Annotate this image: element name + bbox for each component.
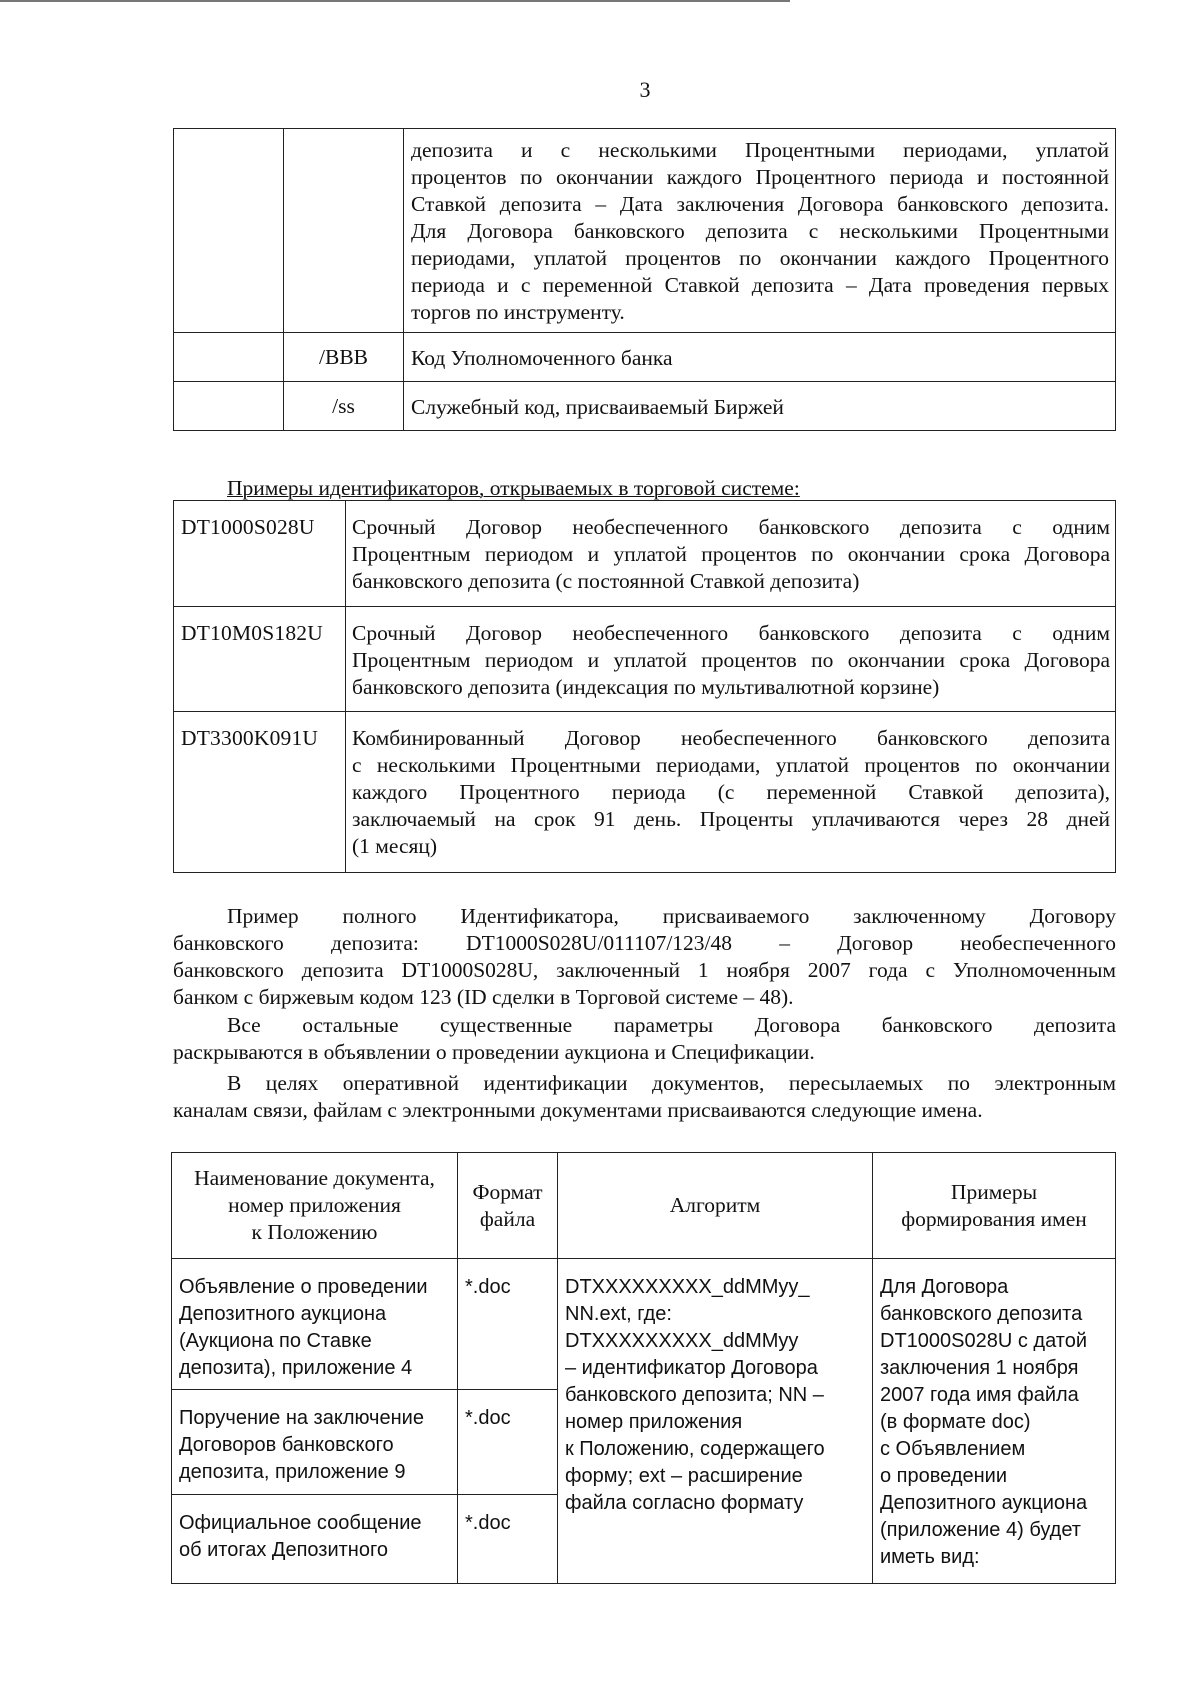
text-line: о проведении (880, 1465, 1008, 1487)
text-line: В целях оперативной идентификации документов, пересылаемых по электронным (227, 1071, 1116, 1095)
table-row (174, 607, 1116, 712)
text-line: банковского депозита (880, 1303, 1083, 1325)
table-header-row (172, 1153, 1116, 1259)
text-line: об итогах Депозитного (179, 1539, 388, 1561)
table-row (174, 333, 1116, 382)
table-row (174, 501, 1116, 607)
text-line: Депозитного аукциона (179, 1303, 387, 1325)
identifier-description (346, 501, 1116, 607)
text-line: (1 месяц) (352, 834, 438, 858)
text-line: с Объявлением (880, 1438, 1026, 1460)
text-line: банковского депозита (с постоянной Ставкой депозита) (352, 569, 860, 593)
page-number: 3 (639, 77, 651, 102)
table-cell (174, 333, 284, 382)
header-algorithm (558, 1153, 873, 1259)
text-line: Объявление о проведении (179, 1276, 428, 1298)
text-line: торгов по инструменту. (411, 300, 625, 324)
text-line: NN.ext, где: (565, 1303, 672, 1325)
examples-heading: Примеры идентификаторов, открываемых в торговой системе: (227, 476, 800, 500)
text-line: иметь вид: (880, 1546, 980, 1568)
code-cell: /BBB (284, 333, 404, 382)
text-line: DTXXXXXXXXX_ddMMyy_ (565, 1276, 810, 1298)
text-line: банком с биржевым кодом 123 (ID сделки в Торговой системе – 48). (173, 985, 794, 1009)
text-line: (в формате doc) (880, 1411, 1031, 1433)
text-line: Процентным периодом и уплатой процентов по окончании срока Договора (352, 648, 1110, 672)
text-line: каждого Процентного периода (с переменной Ставкой депозита), (352, 780, 1110, 804)
identifier-cell: DT1000S028U (174, 501, 346, 607)
file-format-cell: *.doc (458, 1390, 558, 1495)
file-format-cell: *.doc (458, 1495, 558, 1584)
table-row (174, 129, 1116, 333)
header-line: Алгоритм (669, 1193, 761, 1217)
text-line: файла согласно формату (565, 1492, 804, 1514)
text-line: Срочный Договор необеспеченного банковского депозита с одним (352, 515, 1110, 539)
text-line: (Аукциона по Ставке (179, 1330, 372, 1352)
text-line: депозита), приложение 4 (179, 1357, 413, 1379)
text-line: DT1000S028U с датой (880, 1330, 1088, 1352)
examples-cell (873, 1259, 1116, 1584)
header-line: формирования имен (901, 1206, 1087, 1231)
description-cell: Код Уполномоченного банка (404, 333, 1116, 382)
text-line: форму; ext – расширение (565, 1465, 803, 1487)
text-line: Комбинированный Договор необеспеченного банковского депозита (352, 726, 1110, 750)
text-line: Официальное сообщение (179, 1512, 422, 1534)
text-line: периодами, уплатой процентов по окончании каждого Процентного (411, 246, 1109, 270)
table-row (172, 1259, 1116, 1390)
continuation-description (404, 129, 1116, 333)
top-rule (0, 0, 790, 2)
document-name-cell (172, 1495, 458, 1584)
text-line: Депозитного аукциона (880, 1492, 1088, 1514)
text-line: банковского депозита DT1000S028U, заключенный 1 ноября 2007 года с Уполномоченным (173, 958, 1116, 982)
text-line: с несколькими Процентными периодами, уплатой процентов по окончании (352, 753, 1110, 777)
text-line: депозита и с несколькими Процентными периодами, уплатой (411, 138, 1109, 162)
text-line: Для Договора банковского депозита с несколькими Процентными (411, 219, 1109, 243)
header-document-name (172, 1153, 458, 1259)
file-naming-table (171, 1152, 1116, 1584)
header-line: Формат (472, 1179, 543, 1204)
identifier-description (346, 607, 1116, 712)
text-line: Поручение на заключение (179, 1407, 424, 1429)
document-name-cell (172, 1390, 458, 1495)
text-line: 2007 года имя файла (880, 1384, 1079, 1406)
text-line: Срочный Договор необеспеченного банковского депозита с одним (352, 621, 1110, 645)
text-line: раскрываются в объявлении о проведении аукциона и Спецификации. (173, 1040, 815, 1064)
text-line: банковского депозита; NN – (565, 1384, 824, 1406)
header-examples (873, 1153, 1116, 1259)
text-line: (приложение 4) будет (880, 1519, 1081, 1541)
text-line: Пример полного Идентификатора, присваиваемого заключенному Договору (227, 904, 1116, 928)
text-line: заключения 1 ноября (880, 1357, 1079, 1379)
text-line: номер приложения (565, 1411, 743, 1433)
full-identifier-example-paragraph (173, 903, 1116, 1011)
header-line: файла (479, 1206, 536, 1231)
table-cell (284, 129, 404, 333)
header-line: к Положению (251, 1220, 378, 1244)
text-line: Все остальные существенные параметры Договора банковского депозита (227, 1013, 1116, 1037)
header-file-format (458, 1153, 558, 1259)
text-line: каналам связи, файлам с электронными документами присваиваются следующие имена. (173, 1098, 983, 1122)
identifier-structure-table (173, 128, 1116, 431)
text-line: периода и с переменной Ставкой депозита – Дата проведения первых (411, 273, 1109, 297)
algorithm-cell (558, 1259, 873, 1584)
text-line: DTXXXXXXXXX_ddMMyy (565, 1330, 799, 1352)
header-line: Наименование документа, (194, 1166, 435, 1190)
text-line: депозита, приложение 9 (179, 1461, 406, 1483)
identifier-cell: DT10M0S182U (174, 607, 346, 712)
text-line: банковского депозита (индексация по мультивалютной корзине) (352, 675, 940, 699)
text-line: заключаемый на срок 91 день. Проценты уплачиваются через 28 дней (352, 807, 1110, 831)
identifier-examples-table (173, 500, 1116, 873)
file-naming-paragraph (173, 1070, 1116, 1124)
identifier-cell: DT3300K091U (174, 712, 346, 873)
document-name-cell (172, 1259, 458, 1390)
table-cell (174, 129, 284, 333)
code-cell: /ss (284, 382, 404, 431)
other-parameters-paragraph (173, 1012, 1116, 1066)
text-line: Процентным периодом и уплатой процентов по окончании срока Договора (352, 542, 1110, 566)
file-format-cell: *.doc (458, 1259, 558, 1390)
text-line: Договоров банковского (179, 1434, 394, 1456)
text-line: банковского депозита: DT1000S028U/011107/123/48 – Договор необеспеченного (173, 931, 1116, 955)
text-line: Ставкой депозита – Дата заключения Договора банковского депозита. (411, 192, 1109, 216)
text-line: Для Договора (880, 1276, 1009, 1298)
text-line: – идентификатор Договора (565, 1357, 818, 1379)
text-line: процентов по окончании каждого Процентного периода и постоянной (411, 165, 1109, 189)
table-cell (174, 382, 284, 431)
header-line: номер приложения (228, 1193, 401, 1217)
text-line: к Положению, содержащего (565, 1438, 825, 1460)
header-line: Примеры (950, 1179, 1038, 1204)
table-row (174, 382, 1116, 431)
table-row (174, 712, 1116, 873)
description-cell: Служебный код, присваиваемый Биржей (404, 382, 1116, 431)
identifier-description (346, 712, 1116, 873)
